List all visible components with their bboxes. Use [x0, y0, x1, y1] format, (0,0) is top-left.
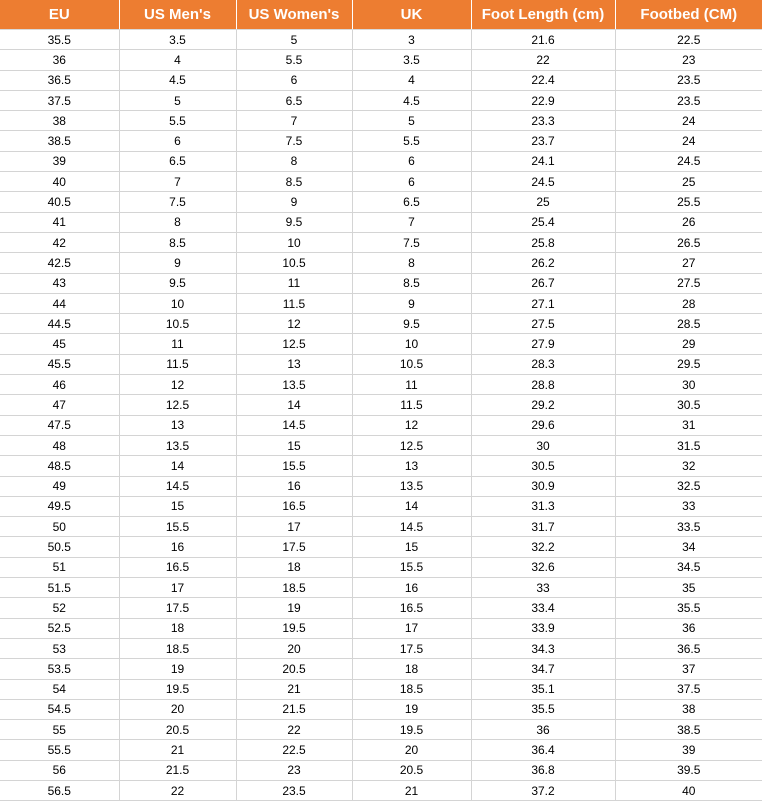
cell-us-mens: 10.5 — [119, 314, 236, 334]
cell-uk: 20.5 — [352, 760, 471, 780]
cell-us-mens: 18.5 — [119, 638, 236, 658]
cell-footbed: 38 — [615, 699, 762, 719]
table-row — [0, 232, 762, 252]
cell-uk: 3 — [352, 30, 471, 50]
table-row — [0, 435, 762, 455]
cell-uk: 8.5 — [352, 273, 471, 293]
cell-footbed: 37 — [615, 659, 762, 679]
cell-us-mens: 14.5 — [119, 476, 236, 496]
cell-foot-length: 29.2 — [471, 395, 615, 415]
cell-eu: 45 — [0, 334, 119, 354]
cell-eu: 35.5 — [0, 30, 119, 50]
cell-us-mens: 7 — [119, 172, 236, 192]
cell-uk: 16.5 — [352, 598, 471, 618]
cell-us-womens: 20.5 — [236, 659, 352, 679]
cell-us-womens: 14.5 — [236, 415, 352, 435]
cell-us-womens: 18.5 — [236, 578, 352, 598]
cell-us-womens: 22 — [236, 720, 352, 740]
cell-us-mens: 15 — [119, 496, 236, 516]
cell-us-mens: 19 — [119, 659, 236, 679]
cell-us-womens: 11 — [236, 273, 352, 293]
cell-eu: 56 — [0, 760, 119, 780]
cell-footbed: 25 — [615, 172, 762, 192]
cell-us-womens: 12.5 — [236, 334, 352, 354]
table-row — [0, 618, 762, 638]
cell-footbed: 22.5 — [615, 30, 762, 50]
cell-foot-length: 33.4 — [471, 598, 615, 618]
cell-foot-length: 23.3 — [471, 111, 615, 131]
cell-eu: 53.5 — [0, 659, 119, 679]
cell-us-womens: 15 — [236, 435, 352, 455]
cell-eu: 52 — [0, 598, 119, 618]
table-row — [0, 638, 762, 658]
cell-eu: 40 — [0, 172, 119, 192]
table-row — [0, 293, 762, 313]
table-row — [0, 192, 762, 212]
cell-uk: 18.5 — [352, 679, 471, 699]
cell-footbed: 33.5 — [615, 517, 762, 537]
table-row — [0, 598, 762, 618]
header-row — [0, 0, 762, 30]
cell-uk: 17 — [352, 618, 471, 638]
cell-uk: 14.5 — [352, 517, 471, 537]
cell-foot-length: 30 — [471, 435, 615, 455]
cell-eu: 51.5 — [0, 578, 119, 598]
cell-eu: 44 — [0, 293, 119, 313]
table-row — [0, 578, 762, 598]
cell-eu: 44.5 — [0, 314, 119, 334]
cell-footbed: 37.5 — [615, 679, 762, 699]
cell-us-mens: 5 — [119, 90, 236, 110]
cell-us-mens: 17 — [119, 578, 236, 598]
cell-foot-length: 37.2 — [471, 780, 615, 800]
cell-eu: 42.5 — [0, 253, 119, 273]
cell-foot-length: 22 — [471, 50, 615, 70]
cell-uk: 9 — [352, 293, 471, 313]
cell-us-womens: 10.5 — [236, 253, 352, 273]
cell-uk: 13 — [352, 456, 471, 476]
cell-footbed: 36 — [615, 618, 762, 638]
cell-us-womens: 5.5 — [236, 50, 352, 70]
cell-uk: 10 — [352, 334, 471, 354]
cell-us-mens: 22 — [119, 780, 236, 800]
cell-foot-length: 23.7 — [471, 131, 615, 151]
cell-us-womens: 8 — [236, 151, 352, 171]
cell-footbed: 25.5 — [615, 192, 762, 212]
cell-us-mens: 3.5 — [119, 30, 236, 50]
cell-us-womens: 13 — [236, 354, 352, 374]
header-us-womens: US Women's — [236, 0, 352, 30]
cell-footbed: 30 — [615, 375, 762, 395]
cell-us-womens: 11.5 — [236, 293, 352, 313]
cell-uk: 6 — [352, 172, 471, 192]
cell-foot-length: 27.5 — [471, 314, 615, 334]
cell-us-womens: 23.5 — [236, 780, 352, 800]
cell-foot-length: 28.3 — [471, 354, 615, 374]
table-row — [0, 314, 762, 334]
cell-us-mens: 14 — [119, 456, 236, 476]
cell-uk: 20 — [352, 740, 471, 760]
cell-eu: 38 — [0, 111, 119, 131]
table-row — [0, 131, 762, 151]
cell-eu: 48.5 — [0, 456, 119, 476]
cell-foot-length: 21.6 — [471, 30, 615, 50]
cell-us-mens: 21.5 — [119, 760, 236, 780]
cell-footbed: 31 — [615, 415, 762, 435]
header-uk: UK — [352, 0, 471, 30]
cell-footbed: 27.5 — [615, 273, 762, 293]
cell-uk: 4 — [352, 70, 471, 90]
cell-footbed: 32 — [615, 456, 762, 476]
cell-footbed: 35.5 — [615, 598, 762, 618]
cell-us-mens: 6 — [119, 131, 236, 151]
table-row — [0, 699, 762, 719]
cell-us-mens: 13 — [119, 415, 236, 435]
table-row — [0, 740, 762, 760]
cell-us-mens: 9 — [119, 253, 236, 273]
cell-uk: 15 — [352, 537, 471, 557]
cell-us-womens: 9 — [236, 192, 352, 212]
cell-eu: 45.5 — [0, 354, 119, 374]
cell-uk: 5.5 — [352, 131, 471, 151]
cell-us-womens: 18 — [236, 557, 352, 577]
cell-eu: 36.5 — [0, 70, 119, 90]
cell-eu: 47.5 — [0, 415, 119, 435]
cell-uk: 19 — [352, 699, 471, 719]
table-row — [0, 334, 762, 354]
cell-foot-length: 27.9 — [471, 334, 615, 354]
cell-foot-length: 29.6 — [471, 415, 615, 435]
cell-us-womens: 5 — [236, 30, 352, 50]
cell-us-mens: 8.5 — [119, 232, 236, 252]
table-row — [0, 395, 762, 415]
cell-us-mens: 4.5 — [119, 70, 236, 90]
cell-uk: 10.5 — [352, 354, 471, 374]
cell-eu: 48 — [0, 435, 119, 455]
cell-us-womens: 19 — [236, 598, 352, 618]
table-row — [0, 354, 762, 374]
cell-uk: 21 — [352, 780, 471, 800]
cell-us-womens: 7 — [236, 111, 352, 131]
table-row — [0, 456, 762, 476]
cell-eu: 42 — [0, 232, 119, 252]
cell-footbed: 32.5 — [615, 476, 762, 496]
cell-foot-length: 32.6 — [471, 557, 615, 577]
cell-foot-length: 30.5 — [471, 456, 615, 476]
table-row — [0, 780, 762, 800]
cell-us-womens: 6 — [236, 70, 352, 90]
table-row — [0, 679, 762, 699]
cell-footbed: 28 — [615, 293, 762, 313]
cell-eu: 53 — [0, 638, 119, 658]
cell-us-mens: 11.5 — [119, 354, 236, 374]
table-row — [0, 273, 762, 293]
cell-foot-length: 34.7 — [471, 659, 615, 679]
cell-us-mens: 15.5 — [119, 517, 236, 537]
cell-foot-length: 31.3 — [471, 496, 615, 516]
cell-foot-length: 33.9 — [471, 618, 615, 638]
cell-us-mens: 12.5 — [119, 395, 236, 415]
cell-uk: 17.5 — [352, 638, 471, 658]
cell-foot-length: 30.9 — [471, 476, 615, 496]
cell-foot-length: 22.4 — [471, 70, 615, 90]
cell-us-womens: 8.5 — [236, 172, 352, 192]
cell-us-womens: 15.5 — [236, 456, 352, 476]
table-row — [0, 720, 762, 740]
cell-footbed: 24 — [615, 131, 762, 151]
cell-eu: 49.5 — [0, 496, 119, 516]
cell-foot-length: 25 — [471, 192, 615, 212]
table-row — [0, 111, 762, 131]
table-row — [0, 415, 762, 435]
cell-footbed: 24.5 — [615, 151, 762, 171]
cell-footbed: 34 — [615, 537, 762, 557]
cell-uk: 12.5 — [352, 435, 471, 455]
cell-eu: 49 — [0, 476, 119, 496]
cell-us-womens: 21.5 — [236, 699, 352, 719]
cell-us-womens: 6.5 — [236, 90, 352, 110]
table-row — [0, 760, 762, 780]
cell-footbed: 31.5 — [615, 435, 762, 455]
cell-us-womens: 10 — [236, 232, 352, 252]
cell-eu: 54 — [0, 679, 119, 699]
cell-foot-length: 34.3 — [471, 638, 615, 658]
cell-uk: 11.5 — [352, 395, 471, 415]
table-row — [0, 50, 762, 70]
table-row — [0, 375, 762, 395]
cell-us-womens: 12 — [236, 314, 352, 334]
cell-us-womens: 21 — [236, 679, 352, 699]
cell-uk: 7.5 — [352, 232, 471, 252]
table-row — [0, 476, 762, 496]
cell-footbed: 38.5 — [615, 720, 762, 740]
cell-footbed: 29.5 — [615, 354, 762, 374]
cell-us-mens: 6.5 — [119, 151, 236, 171]
cell-uk: 18 — [352, 659, 471, 679]
cell-us-mens: 16 — [119, 537, 236, 557]
cell-uk: 7 — [352, 212, 471, 232]
cell-foot-length: 28.8 — [471, 375, 615, 395]
cell-us-womens: 14 — [236, 395, 352, 415]
cell-foot-length: 36 — [471, 720, 615, 740]
cell-us-mens: 17.5 — [119, 598, 236, 618]
cell-footbed: 23.5 — [615, 70, 762, 90]
cell-footbed: 23.5 — [615, 90, 762, 110]
table-row — [0, 30, 762, 50]
cell-foot-length: 31.7 — [471, 517, 615, 537]
table-body — [0, 30, 762, 801]
cell-foot-length: 33 — [471, 578, 615, 598]
cell-uk: 16 — [352, 578, 471, 598]
cell-eu: 50 — [0, 517, 119, 537]
cell-us-womens: 16.5 — [236, 496, 352, 516]
cell-foot-length: 26.7 — [471, 273, 615, 293]
cell-us-womens: 9.5 — [236, 212, 352, 232]
cell-us-womens: 17 — [236, 517, 352, 537]
cell-uk: 4.5 — [352, 90, 471, 110]
cell-footbed: 39 — [615, 740, 762, 760]
cell-eu: 40.5 — [0, 192, 119, 212]
cell-us-mens: 10 — [119, 293, 236, 313]
cell-us-womens: 22.5 — [236, 740, 352, 760]
cell-uk: 5 — [352, 111, 471, 131]
table-row — [0, 172, 762, 192]
cell-footbed: 26.5 — [615, 232, 762, 252]
cell-foot-length: 25.8 — [471, 232, 615, 252]
cell-us-mens: 5.5 — [119, 111, 236, 131]
table-row — [0, 253, 762, 273]
cell-foot-length: 36.8 — [471, 760, 615, 780]
cell-footbed: 39.5 — [615, 760, 762, 780]
cell-us-womens: 23 — [236, 760, 352, 780]
cell-eu: 36 — [0, 50, 119, 70]
cell-uk: 8 — [352, 253, 471, 273]
cell-us-mens: 20 — [119, 699, 236, 719]
cell-us-womens: 13.5 — [236, 375, 352, 395]
cell-uk: 11 — [352, 375, 471, 395]
cell-us-mens: 13.5 — [119, 435, 236, 455]
table-row — [0, 70, 762, 90]
table-row — [0, 496, 762, 516]
table-row — [0, 212, 762, 232]
cell-footbed: 24 — [615, 111, 762, 131]
cell-us-mens: 21 — [119, 740, 236, 760]
cell-footbed: 28.5 — [615, 314, 762, 334]
header-footbed: Footbed (CM) — [615, 0, 762, 30]
cell-us-mens: 8 — [119, 212, 236, 232]
cell-eu: 39 — [0, 151, 119, 171]
cell-eu: 46 — [0, 375, 119, 395]
cell-footbed: 23 — [615, 50, 762, 70]
cell-footbed: 36.5 — [615, 638, 762, 658]
cell-uk: 19.5 — [352, 720, 471, 740]
cell-uk: 14 — [352, 496, 471, 516]
cell-uk: 12 — [352, 415, 471, 435]
cell-us-womens: 17.5 — [236, 537, 352, 557]
table-row — [0, 537, 762, 557]
cell-us-womens: 20 — [236, 638, 352, 658]
cell-us-mens: 12 — [119, 375, 236, 395]
cell-eu: 54.5 — [0, 699, 119, 719]
cell-uk: 3.5 — [352, 50, 471, 70]
cell-foot-length: 36.4 — [471, 740, 615, 760]
header-foot-length: Foot Length (cm) — [471, 0, 615, 30]
table-row — [0, 151, 762, 171]
cell-foot-length: 25.4 — [471, 212, 615, 232]
cell-eu: 37.5 — [0, 90, 119, 110]
cell-us-womens: 19.5 — [236, 618, 352, 638]
table-row — [0, 90, 762, 110]
cell-eu: 56.5 — [0, 780, 119, 800]
cell-foot-length: 35.5 — [471, 699, 615, 719]
cell-eu: 47 — [0, 395, 119, 415]
cell-us-mens: 9.5 — [119, 273, 236, 293]
table-row — [0, 557, 762, 577]
cell-footbed: 34.5 — [615, 557, 762, 577]
cell-eu: 52.5 — [0, 618, 119, 638]
cell-footbed: 40 — [615, 780, 762, 800]
cell-eu: 38.5 — [0, 131, 119, 151]
cell-footbed: 30.5 — [615, 395, 762, 415]
cell-foot-length: 24.1 — [471, 151, 615, 171]
table-row — [0, 659, 762, 679]
cell-us-mens: 19.5 — [119, 679, 236, 699]
cell-us-mens: 4 — [119, 50, 236, 70]
cell-footbed: 27 — [615, 253, 762, 273]
cell-eu: 50.5 — [0, 537, 119, 557]
cell-us-womens: 16 — [236, 476, 352, 496]
cell-footbed: 35 — [615, 578, 762, 598]
cell-uk: 15.5 — [352, 557, 471, 577]
cell-foot-length: 26.2 — [471, 253, 615, 273]
cell-eu: 55 — [0, 720, 119, 740]
cell-foot-length: 24.5 — [471, 172, 615, 192]
cell-footbed: 29 — [615, 334, 762, 354]
cell-footbed: 26 — [615, 212, 762, 232]
cell-eu: 55.5 — [0, 740, 119, 760]
cell-us-mens: 16.5 — [119, 557, 236, 577]
cell-footbed: 33 — [615, 496, 762, 516]
cell-eu: 51 — [0, 557, 119, 577]
cell-us-mens: 18 — [119, 618, 236, 638]
cell-eu: 43 — [0, 273, 119, 293]
cell-us-mens: 7.5 — [119, 192, 236, 212]
cell-us-womens: 7.5 — [236, 131, 352, 151]
cell-uk: 6 — [352, 151, 471, 171]
cell-uk: 9.5 — [352, 314, 471, 334]
cell-uk: 13.5 — [352, 476, 471, 496]
header-us-mens: US Men's — [119, 0, 236, 30]
cell-us-mens: 11 — [119, 334, 236, 354]
table-header — [0, 0, 762, 30]
cell-foot-length: 27.1 — [471, 293, 615, 313]
cell-us-mens: 20.5 — [119, 720, 236, 740]
cell-foot-length: 32.2 — [471, 537, 615, 557]
cell-foot-length: 35.1 — [471, 679, 615, 699]
cell-eu: 41 — [0, 212, 119, 232]
table-row — [0, 517, 762, 537]
header-eu: EU — [0, 0, 119, 30]
cell-foot-length: 22.9 — [471, 90, 615, 110]
cell-uk: 6.5 — [352, 192, 471, 212]
